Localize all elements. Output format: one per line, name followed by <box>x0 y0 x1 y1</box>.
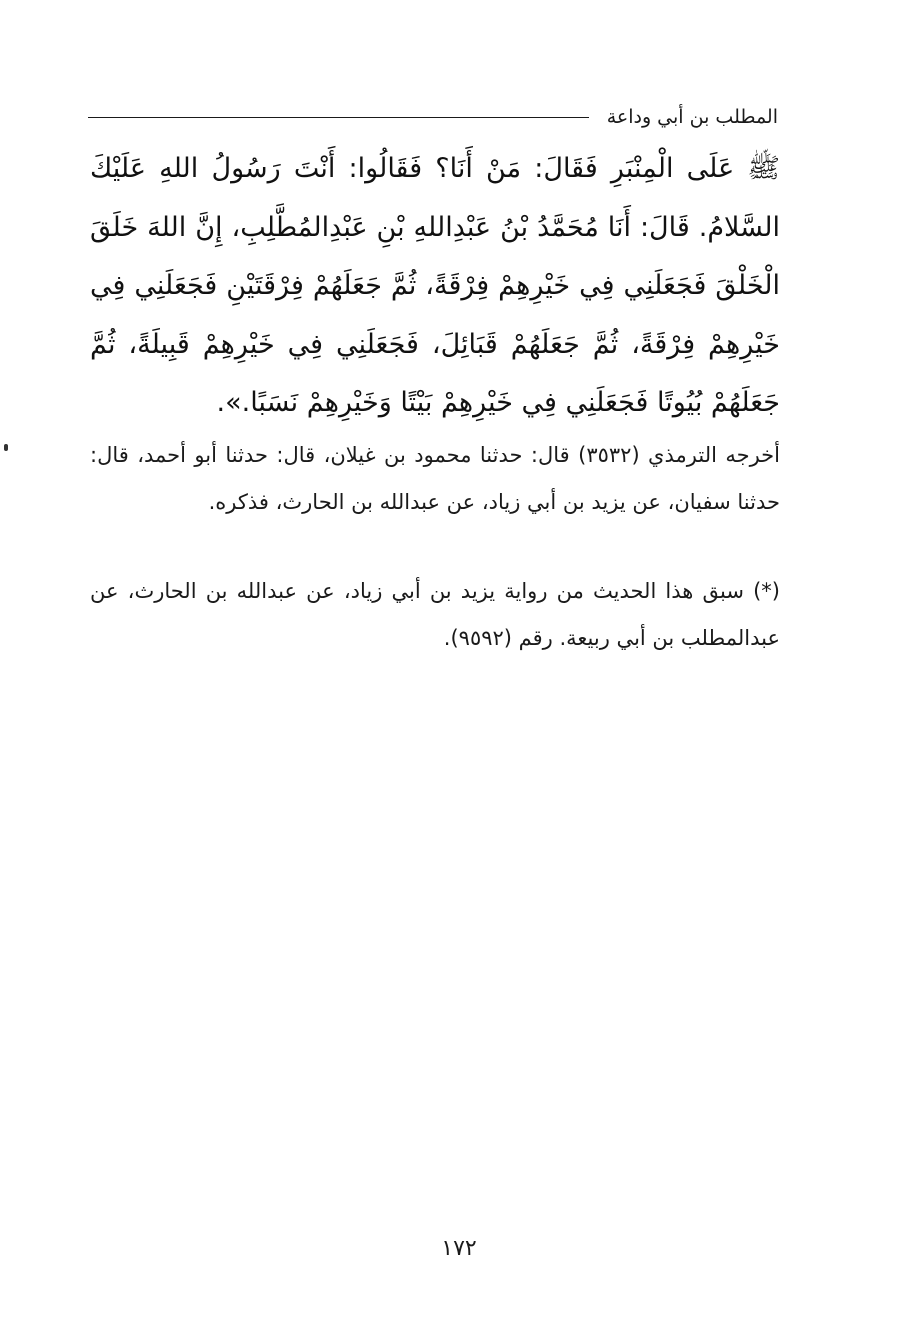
header-title: المطلب بن أبي وداعة <box>606 106 778 128</box>
running-header <box>88 100 778 134</box>
page-number: ١٧٢ <box>441 1236 477 1261</box>
header-rule <box>88 117 589 118</box>
cross-reference-note: (*) سبق هذا الحديث من رواية يزيد بن أبي زياد، عن عبدالله بن الحارث، عن عبدالمطلب بن أبي ربيعة. رقم (٩٥٩٢). <box>90 579 780 650</box>
margin-mark <box>4 444 8 451</box>
takhrij-note: أخرجه الترمذي (٣٥٣٢) قال: حدثنا محمود بن غيلان، قال: حدثنا أبو أحمد، قال: حدثنا سفيان، عن يزيد بن أبي زياد، عن عبدالله بن الحارث، فذكره. <box>90 443 781 514</box>
hadith-text: ﷺ عَلَى الْمِنْبَرِ فَقَالَ: مَنْ أَنَا؟ فَقَالُوا: أَنْتَ رَسُولُ اللهِ عَلَيْكَ السَّلامُ. قَالَ: أَنَا مُحَمَّدُ بْنُ عَبْدِاللهِ بْنِ عَبْدِالمُطَّلِبِ، إِنَّ اللهَ خَلَقَ الْخَلْقَ فَجَعَلَنِي فِي خَيْرِهِمْ فِرْقَةً، ثُمَّ جَعَلَهُمْ فِرْقَتَيْنِ فَجَعَلَنِي فِي خَيْرِهِمْ فِرْقَةً، ثُمَّ جَعَلَهُمْ قَبَائِلَ، فَجَعَلَنِي فِي خَيْرِهِمْ قَبِيلَةً، ثُمَّ جَعَلَهُمْ بُيُوتًا فَجَعَلَنِي فِي خَيْرِهِمْ بَيْتًا وَخَيْرِهِمْ نَسَبًا.». <box>90 153 780 418</box>
